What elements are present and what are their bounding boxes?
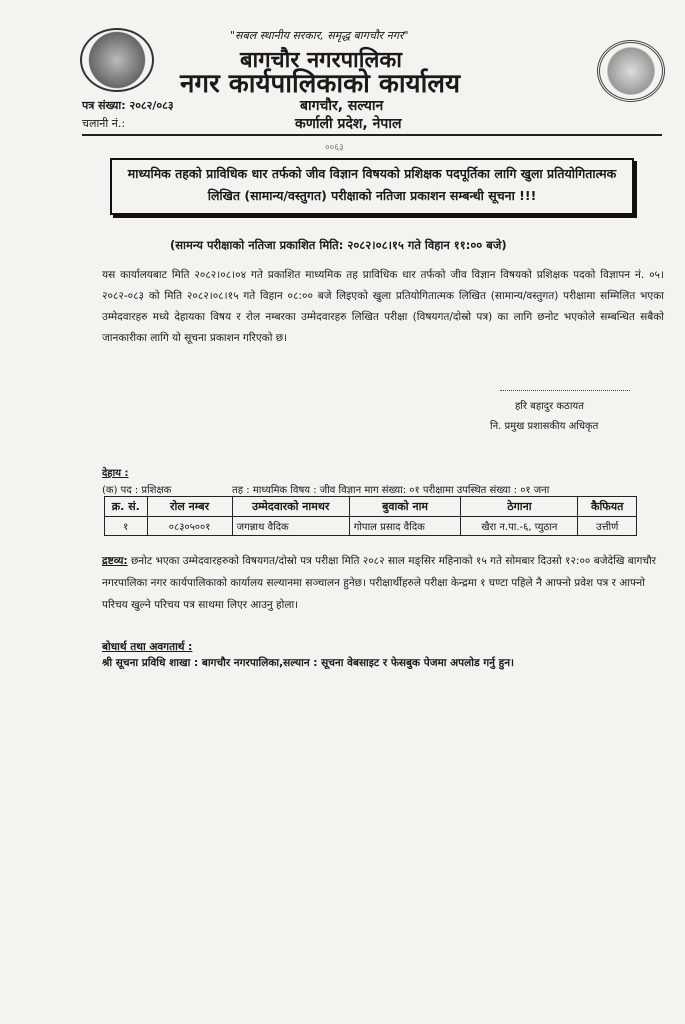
details-heading: देहाय :	[102, 468, 129, 479]
level-subject: तह : माध्यमिक विषय : जीव विज्ञान माग संख्या: ०१ परीक्षामा उपस्थित संख्या : ०१ जना	[232, 485, 550, 496]
results-table	[104, 496, 637, 536]
dispatch-number: चलानी नं.:	[82, 117, 126, 130]
cc-line: श्री सूचना प्रविधि शाखा : बागचौर नगरपालिका,सल्यान : सूचना वेबसाइट र फेसबुक पेजमा अपलोड गर्नु हुन।	[102, 657, 515, 669]
post-info	[102, 482, 662, 496]
table-cell: गोपाल प्रसाद वैदिक	[349, 517, 461, 536]
municipality-name: बागचौर नगरपालिका	[240, 48, 402, 73]
table-cell: उत्तीर्ण	[578, 517, 637, 536]
header-divider	[82, 134, 662, 136]
letter-number: पत्र संख्या: २०८२/०८३	[82, 99, 174, 112]
table-cell: १	[105, 517, 148, 536]
column-header: रोल नम्बर	[147, 497, 232, 517]
signatory-name: हरि बहादुर कठायत	[515, 401, 584, 412]
column-header: बुवाको नाम	[349, 497, 461, 517]
signatory-title: नि. प्रमुख प्रशासकीय अधिकृत	[490, 421, 599, 432]
notice-title: माध्यमिक तहको प्राविधिक धार तर्फको जीव विज्ञान विषयको प्रशिक्षक पदपूर्तिका लागि खुला प्रतियोगितात्मक लिखित (सामान्य/वस्तुगत) परीक्षाको नतिजा प्रकाशन सम्बन्धी सूचना !!!	[110, 158, 634, 215]
note-label: द्रष्टव्य:	[102, 555, 128, 567]
note	[102, 550, 664, 616]
stamp-number: ००६३	[325, 143, 344, 153]
result-date: (सामन्य परीक्षाको नतिजा प्रकाशित मिति: २०८२।०८।१५ गते विहान ११:०० बजे)	[170, 238, 507, 252]
motto: "सबल स्थानीय सरकार, समृद्ध बागचौर नगर"	[230, 29, 409, 42]
table-cell: खैरा न.पा.-६, प्युठान	[461, 517, 578, 536]
table-row	[105, 517, 637, 536]
cc-heading: बोधार्थ तथा अवगतार्थ :	[102, 641, 193, 653]
province: कर्णाली प्रदेश, नेपाल	[295, 116, 402, 132]
note-text: छनोट भएका उम्मेदवारहरुको विषयगत/दोस्रो पत्र परीक्षा मिति २०८२ साल मङ्सिर महिनाको १५ गते सोमबार दिउसो १२:०० बजेदेखि बागचौर नगरपालिका नगर कार्यपालिकाको कार्यालय सल्यानमा सञ्चालन हुनेछ। परीक्षार्थीहरुले परीक्षा केन्द्रमा १ घण्टा पहिले नै आफ्नो प्रवेश पत्र र आफ्नो परिचय खुल्ने परिचय पत्र साथमा लिएर आउनु होला।	[102, 555, 657, 611]
location: बागचौर, सल्यान	[300, 98, 384, 114]
post: (क) पद : प्रशिक्षक	[102, 485, 172, 496]
table-cell: ०८३०५००१	[147, 517, 232, 536]
column-header: कैफियत	[578, 497, 637, 517]
column-header: ठेगाना	[461, 497, 578, 517]
column-header: क्र. सं.	[105, 497, 148, 517]
table-cell: जगन्नाथ वैदिक	[232, 517, 349, 536]
office-name: नगर कार्यपालिकाको कार्यालय	[180, 69, 461, 99]
municipality-seal-logo	[597, 40, 665, 102]
nepal-emblem-logo	[80, 28, 154, 92]
column-header: उम्मेदवारको नामथर	[232, 497, 349, 517]
notice-body: यस कार्यालयबाट मिति २०८२।०८।०४ गते प्रकाशित माध्यमिक तह प्राविधिक धार तर्फको जीव विज्ञान विषयको प्रशिक्षक पदको विज्ञापन नं. ०५।२०८२-०८३ को मिति २०८२।०८।१५ गते विहान ०८:०० बजे लिइएको खुला प्रतियोगितात्मक लिखित (सामान्य/वस्तुगत) परीक्षामा सम्मिलित भएका उम्मेदवारहरु मध्ये देहायका विषय र रोल नम्बरका उम्मेदवारहरु लिखित परीक्षा (विषयगत/दोस्रो पत्र) का लागि छनोट भएकोले सम्बन्धित सबैको जानकारीका लागि यो सूचना प्रकाशन गरिएको छ।	[102, 269, 664, 344]
